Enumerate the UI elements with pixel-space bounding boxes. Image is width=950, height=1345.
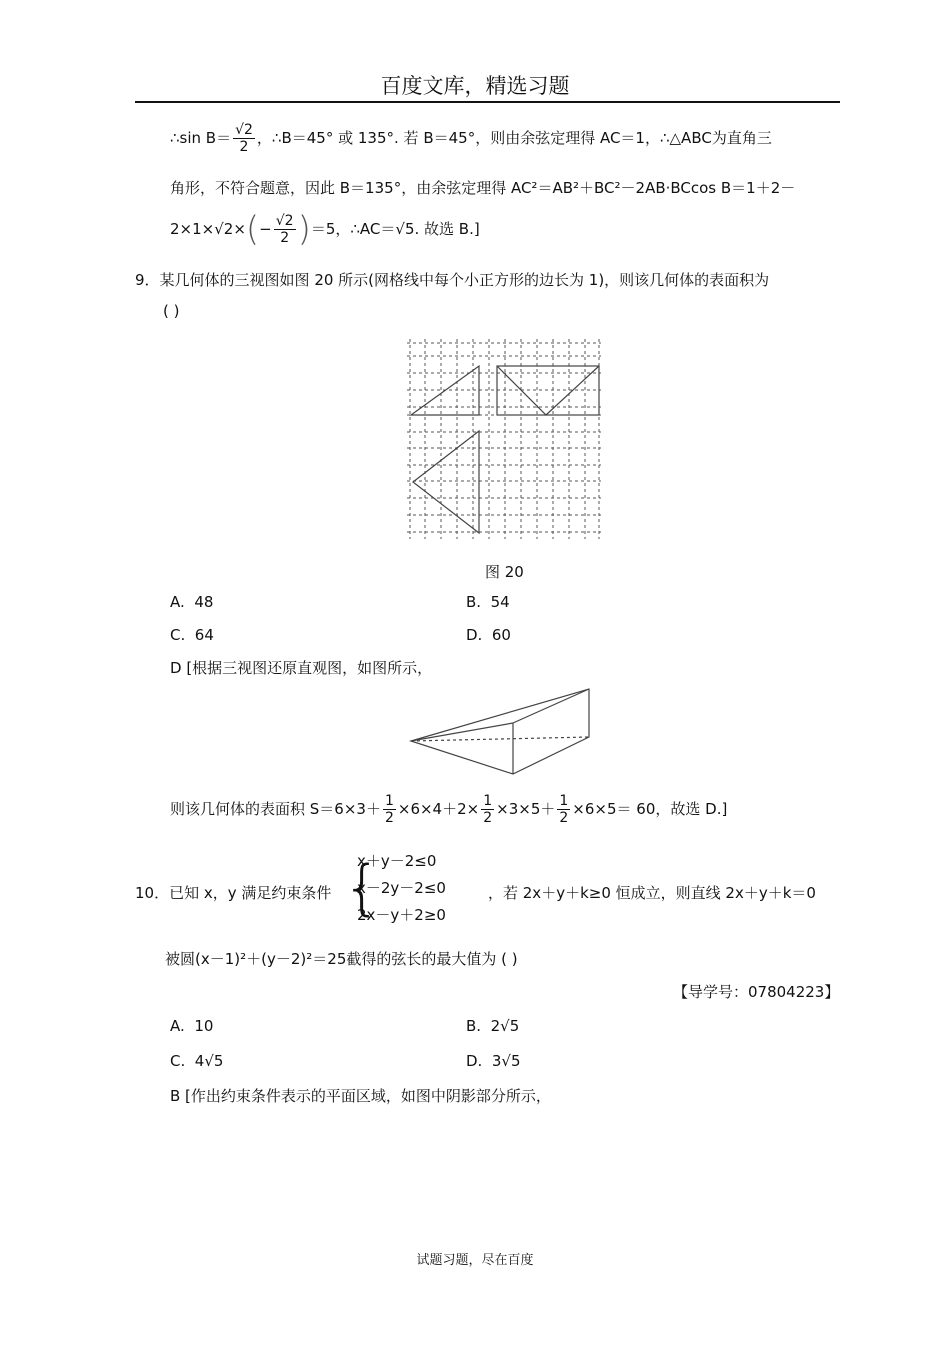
q10-option-d: D. 3√5 bbox=[466, 1052, 521, 1070]
prev-solution-line2: 角形，不符合题意，因此 B＝135°，由余弦定理得 AC²＝AB²＋BC²－2AB·BCcos B＝1＋2－ bbox=[170, 179, 796, 197]
three-view-figure bbox=[405, 335, 605, 545]
q9-stem: 9．某几何体的三视图如图 20 所示(网格线中每个小正方形的边长为 1)，则该几何体的表面积为 bbox=[135, 271, 770, 289]
q10-option-a: A. 10 bbox=[170, 1017, 214, 1035]
q10-stem-suffix: ，若 2x＋y＋k≥0 恒成立，则直线 2x＋y＋k＝0 bbox=[488, 884, 816, 902]
page-footer: 试题习题，尽在百度 bbox=[416, 1253, 534, 1268]
solid-outline bbox=[411, 689, 589, 774]
fraction: $\frac{√2}{2}$ bbox=[235, 122, 253, 155]
figure-caption: 图 20 bbox=[485, 563, 524, 581]
grid-lines bbox=[407, 339, 601, 539]
q10-option-b: B. 2√5 bbox=[466, 1017, 520, 1035]
q10-stem-line2: 被圆(x－1)²＋(y－2)²＝25截得的弦长的最大值为 ( ) bbox=[165, 950, 518, 968]
q9-answer-paren: ( ) bbox=[163, 302, 180, 320]
q9-option-d: D. 60 bbox=[466, 626, 511, 644]
q10-answer-intro: B [作出约束条件表示的平面区域，如图中阴影部分所示， bbox=[170, 1087, 551, 1105]
q9-option-a: A. 48 bbox=[170, 593, 214, 611]
prev-solution-line3: 2×1×√2×(− $\frac{√2}{2}$ )＝5，∴AC＝√5. 故选 B.] bbox=[170, 209, 480, 250]
q9-option-c: C. 64 bbox=[170, 626, 214, 644]
fraction: $\frac{1}{2}$ bbox=[384, 793, 394, 826]
guide-number: 【导学号：07804223】 bbox=[673, 983, 840, 1001]
q10-option-c: C. 4√5 bbox=[170, 1052, 224, 1070]
header-rule bbox=[135, 101, 840, 103]
constraint-brace: { bbox=[343, 853, 382, 923]
q9-answer-intro: D [根据三视图还原直观图，如图所示， bbox=[170, 659, 433, 677]
constraint-system: x＋y－2≤0 x－2y－2≤0 2x－y＋2≥0 bbox=[357, 852, 446, 924]
solid-figure bbox=[405, 683, 595, 778]
page-header-title: 百度文库，精选习题 bbox=[380, 74, 570, 98]
top-view-triangle bbox=[413, 431, 479, 533]
fraction: $\frac{1}{2}$ bbox=[559, 793, 569, 826]
q9-option-b: B. 54 bbox=[466, 593, 510, 611]
q10-stem-prefix: 10．已知 x，y 满足约束条件 bbox=[135, 884, 332, 902]
q9-surface-area-line: 则该几何体的表面积 S＝6×3＋ $\frac{1}{2}$ ×6×4＋2× $\frac{1}{2}$ ×3×5＋ $\frac{1}{2}$ ×6×5＝ 60，故选 D.] bbox=[170, 793, 728, 826]
prev-solution-line1: ∴sin B＝ $\frac{√2}{2}$ ，∴B＝45° 或 135°. 若 B＝45°，则由余弦定理得 AC＝1，∴△ABC为直角三 bbox=[170, 122, 772, 155]
fraction: $\frac{1}{2}$ bbox=[483, 793, 493, 826]
fraction: $\frac{√2}{2}$ bbox=[275, 213, 294, 246]
